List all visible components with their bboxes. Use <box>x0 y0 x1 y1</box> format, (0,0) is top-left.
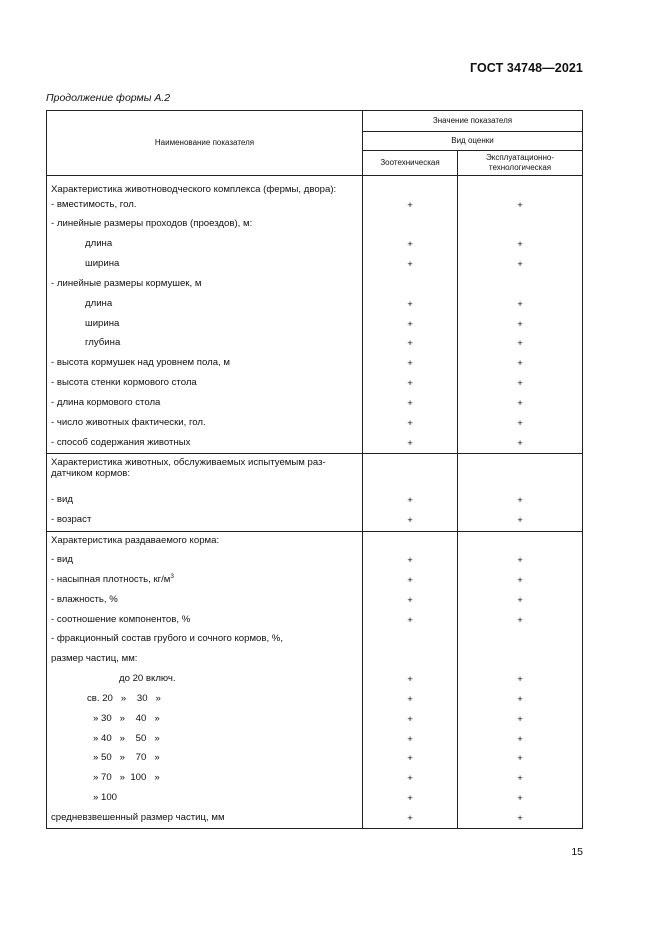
table-row <box>47 255 583 275</box>
table-row <box>47 591 583 611</box>
table-row <box>47 275 583 295</box>
form-continuation-caption: Продолжение формы А.2 <box>46 92 171 104</box>
row-name: » 100 <box>47 789 363 809</box>
row-operational: + <box>458 591 583 611</box>
row-zootechnical: + <box>363 414 458 434</box>
table-row <box>47 176 583 196</box>
row-operational <box>458 630 583 650</box>
row-operational: + <box>458 611 583 631</box>
table-row <box>47 215 583 235</box>
row-name: - фракционный состав грубого и сочного кормов, %, <box>47 630 363 650</box>
row-name: - вид <box>47 551 363 571</box>
table-row <box>47 453 583 491</box>
row-zootechnical: + <box>363 690 458 710</box>
row-name <box>47 571 363 591</box>
row-operational <box>458 215 583 235</box>
row-zootechnical <box>363 453 458 491</box>
table-row <box>47 511 583 531</box>
row-name: Характеристика животноводческого комплекса (фермы, двора): <box>47 176 363 196</box>
row-operational: + <box>458 690 583 710</box>
row-name: - соотношение компонентов, % <box>47 611 363 631</box>
row-zootechnical <box>363 531 458 551</box>
table-row <box>47 531 583 551</box>
row-name: - длина кормового стола <box>47 394 363 414</box>
row-name: - вместимость, гол. <box>47 196 363 216</box>
row-zootechnical: + <box>363 255 458 275</box>
row-operational: + <box>458 414 583 434</box>
row-operational: + <box>458 434 583 454</box>
row-operational: + <box>458 295 583 315</box>
table-row <box>47 690 583 710</box>
column-header-assessment-kind: Вид оценки <box>363 132 583 151</box>
table-row <box>47 334 583 354</box>
row-zootechnical: + <box>363 315 458 335</box>
row-name: - влажность, % <box>47 591 363 611</box>
row-operational: + <box>458 730 583 750</box>
row-operational <box>458 650 583 670</box>
row-zootechnical <box>363 176 458 196</box>
row-name: ширина <box>47 255 363 275</box>
table-row <box>47 571 583 591</box>
row-name: до 20 включ. <box>47 670 363 690</box>
table-row <box>47 769 583 789</box>
row-name: - высота кормушек над уровнем пола, м <box>47 354 363 374</box>
row-operational: + <box>458 374 583 394</box>
table-row <box>47 394 583 414</box>
table-row <box>47 710 583 730</box>
table-row <box>47 670 583 690</box>
row-zootechnical: + <box>363 551 458 571</box>
row-operational <box>458 453 583 491</box>
page-number: 15 <box>571 846 583 858</box>
row-operational: + <box>458 196 583 216</box>
table-row <box>47 650 583 670</box>
table-row <box>47 354 583 374</box>
row-name: » 50 » 70 » <box>47 749 363 769</box>
row-zootechnical <box>363 275 458 295</box>
table-row <box>47 551 583 571</box>
column-header-value: Значение показателя <box>363 111 583 132</box>
row-name: » 70 » 100 » <box>47 769 363 789</box>
row-zootechnical: + <box>363 374 458 394</box>
row-operational: + <box>458 235 583 255</box>
table-row <box>47 611 583 631</box>
table-row <box>47 809 583 829</box>
row-name: » 40 » 50 » <box>47 730 363 750</box>
row-name: размер частиц, мм: <box>47 650 363 670</box>
row-name: - способ содержания животных <box>47 434 363 454</box>
row-zootechnical: + <box>363 354 458 374</box>
row-zootechnical: + <box>363 809 458 829</box>
row-name: » 30 » 40 » <box>47 710 363 730</box>
row-zootechnical: + <box>363 591 458 611</box>
indicators-table <box>46 110 583 829</box>
table-row <box>47 730 583 750</box>
row-operational <box>458 275 583 295</box>
row-name: - вид <box>47 491 363 511</box>
row-operational: + <box>458 255 583 275</box>
row-operational: + <box>458 670 583 690</box>
row-operational: + <box>458 749 583 769</box>
row-name: глубина <box>47 334 363 354</box>
row-name: - число животных фактически, гол. <box>47 414 363 434</box>
table-row <box>47 434 583 454</box>
row-zootechnical <box>363 630 458 650</box>
row-name-line2: датчиком кормов: <box>51 468 131 480</box>
row-operational: + <box>458 551 583 571</box>
row-name: - возраст <box>47 511 363 531</box>
table-row <box>47 414 583 434</box>
row-zootechnical: + <box>363 789 458 809</box>
column-header-operational-line1: Эксплуатационно- <box>486 152 554 162</box>
column-header-operational-line2: технологическая <box>488 163 552 172</box>
row-operational: + <box>458 769 583 789</box>
row-operational: + <box>458 491 583 511</box>
row-zootechnical: + <box>363 769 458 789</box>
row-zootechnical: + <box>363 196 458 216</box>
row-name: Характеристика раздаваемого корма: <box>47 531 363 551</box>
row-zootechnical: + <box>363 571 458 591</box>
row-name-text: - насыпная плотность, кг/м <box>51 573 171 585</box>
row-operational: + <box>458 394 583 414</box>
row-zootechnical: + <box>363 235 458 255</box>
row-zootechnical: + <box>363 511 458 531</box>
table-row <box>47 196 583 216</box>
row-zootechnical <box>363 215 458 235</box>
row-name-line1: Характеристика животных, обслуживаемых испытуемым раз- <box>51 456 326 468</box>
table-row <box>47 315 583 335</box>
row-name: ширина <box>47 315 363 335</box>
row-operational: + <box>458 571 583 591</box>
row-name: - высота стенки кормового стола <box>47 374 363 394</box>
row-zootechnical: + <box>363 670 458 690</box>
row-zootechnical: + <box>363 295 458 315</box>
row-zootechnical: + <box>363 611 458 631</box>
table-row <box>47 235 583 255</box>
row-name: средневзвешенный размер частиц, мм <box>47 809 363 829</box>
column-header-zootechnical: Зоотехническая <box>363 151 458 176</box>
table-row <box>47 491 583 511</box>
superscript: 3 <box>170 572 175 580</box>
row-operational: + <box>458 789 583 809</box>
row-zootechnical: + <box>363 434 458 454</box>
row-name: св. 20 » 30 » <box>47 690 363 710</box>
row-zootechnical: + <box>363 334 458 354</box>
table-row <box>47 749 583 769</box>
table-row <box>47 374 583 394</box>
row-operational: + <box>458 315 583 335</box>
row-name: длина <box>47 235 363 255</box>
column-header-operational <box>458 151 583 176</box>
row-operational <box>458 176 583 196</box>
row-operational: + <box>458 809 583 829</box>
column-header-name: Наименование показателя <box>47 111 363 176</box>
row-operational: + <box>458 354 583 374</box>
row-zootechnical <box>363 650 458 670</box>
row-name: - линейные размеры проходов (проездов), м: <box>47 215 363 235</box>
document-code: ГОСТ 34748—2021 <box>469 61 583 75</box>
table-row <box>47 630 583 650</box>
row-zootechnical: + <box>363 749 458 769</box>
row-zootechnical: + <box>363 394 458 414</box>
table-row <box>47 789 583 809</box>
row-name <box>47 453 363 491</box>
row-operational <box>458 531 583 551</box>
row-name: длина <box>47 295 363 315</box>
row-name: - линейные размеры кормушек, м <box>47 275 363 295</box>
row-zootechnical: + <box>363 491 458 511</box>
row-operational: + <box>458 710 583 730</box>
table-row <box>47 295 583 315</box>
row-zootechnical: + <box>363 730 458 750</box>
row-operational: + <box>458 511 583 531</box>
row-operational: + <box>458 334 583 354</box>
row-zootechnical: + <box>363 710 458 730</box>
